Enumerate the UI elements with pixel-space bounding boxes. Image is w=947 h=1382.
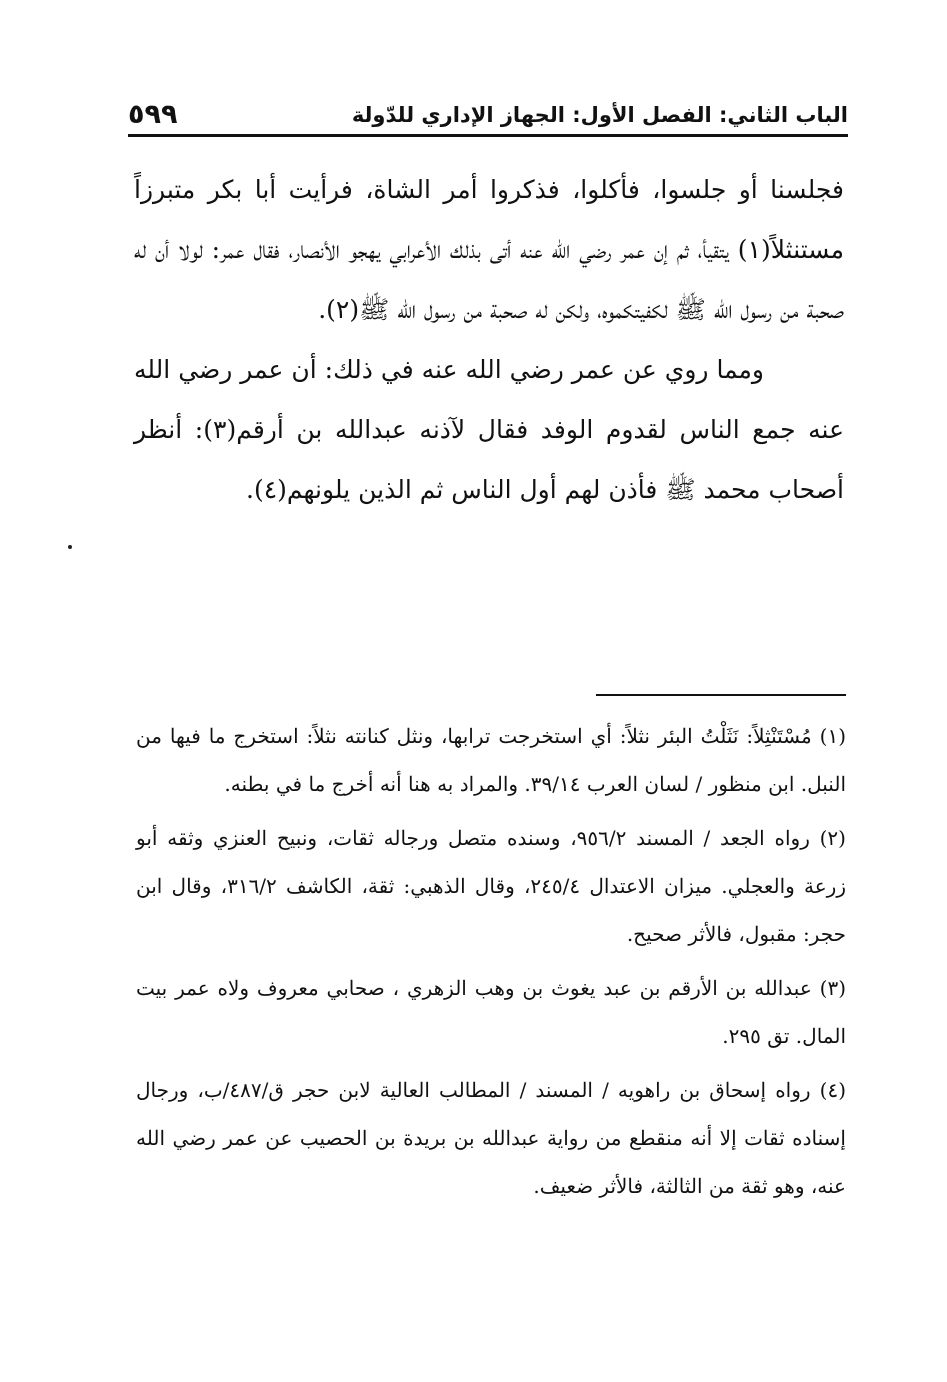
footnote: (٣) عبدالله بن الأرقم بن عبد يغوث بن وهب الزهري ، صحابي معروف ولاه عمر بيت المال. تق ٢٩٥. (136, 976, 846, 1048)
header-rule (128, 134, 848, 137)
page-header (128, 92, 848, 132)
page-number: ٥٩٩ (128, 99, 178, 130)
paragraph: فجلسنا أو جلسوا، فأكلوا، فذكروا أمر الشاة، فرأيت أبا بكر متبرزاً مستنثلاً(١) يتقيأ، ثم إن عمر رضي الله عنه أتى بذلك الأعرابي يهجو الأنصار، فقال عمر: لولا أن له صحبة من رسول الله ﷺ لكفيتكموه، ولكن له صحبة من رسول الله ﷺ(٢). (134, 175, 844, 324)
footnote-separator (596, 694, 846, 696)
footnote: (١) مُسْتَنْثِلاً: نَثَلْتُ البئر نثلاً: أي استخرجت ترابها، ونثل كنانته نثلاً: استخرج ما فيها من النبل. ابن منظور / لسان العرب ٣٩/١٤. والمراد به هنا أنه أخرج ما في بطنه. (136, 724, 846, 796)
footnotes (136, 712, 846, 1216)
main-text (134, 160, 844, 520)
footnote: (٢) رواه الجعد / المسند ٩٥٦/٢، وسنده متصل ورجاله ثقات، ونبيح العنزي وثقه أبو زرعة والعجلي. ميزان الاعتدال ٢٤٥/٤، وقال الذهبي: ثقة، الكاشف ٣١٦/٢، وقال ابن حجر: مقبول، فالأثر صحيح. (136, 826, 846, 946)
running-title: الباب الثاني: الفصل الأول: الجهاز الإداري للدّولة (351, 103, 848, 127)
footnote: (٤) رواه إسحاق بن راهويه / المسند / المطالب العالية لابن حجر ق/٤٨٧/ب، ورجال إسناده ثقات إلا أنه منقطع من رواية عبدالله بن بريدة بن الحصيب عن عمر رضي الله عنه، وهو ثقة من الثالثة، فالأثر ضعيف. (136, 1078, 846, 1198)
paragraph: ومما روي عن عمر رضي الله عنه في ذلك: أن عمر رضي الله عنه جمع الناس لقدوم الوفد فقال لآذنه عبدالله بن أرقم(٣): أنظر أصحاب محمد ﷺ فأذن لهم أول الناس ثم الذين يلونهم(٤). (134, 355, 844, 504)
scan-speck (68, 545, 72, 549)
